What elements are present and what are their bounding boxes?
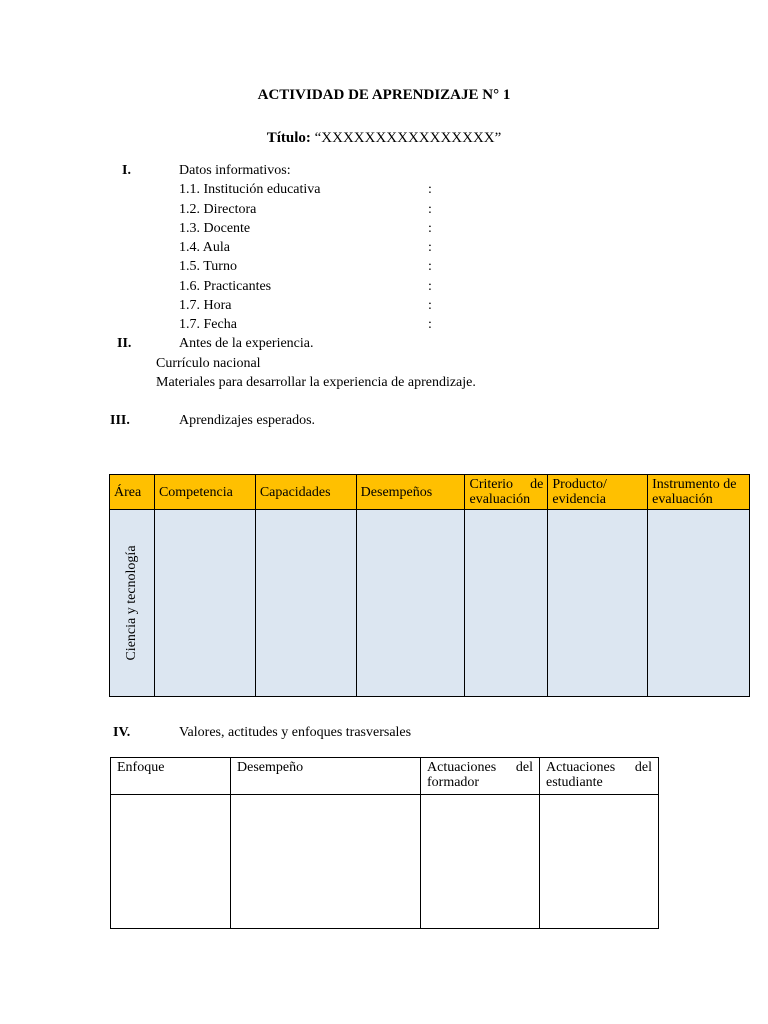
- enfoque-cell[interactable]: [111, 795, 231, 929]
- table-header-row: [111, 758, 659, 795]
- desempenos-cell[interactable]: [356, 510, 465, 697]
- info-colon: :: [428, 182, 432, 197]
- info-colon: :: [428, 279, 432, 294]
- section-1-number: I.: [122, 163, 131, 178]
- info-item-directora: 1.2. Directora: [179, 202, 257, 217]
- info-colon: :: [428, 298, 432, 313]
- competencia-cell[interactable]: [154, 510, 255, 697]
- area-cell: [110, 510, 155, 697]
- section-3-heading: Aprendizajes esperados.: [179, 413, 316, 428]
- producto-cell[interactable]: [548, 510, 648, 697]
- section-2-line-curriculo: Currículo nacional: [156, 356, 261, 371]
- info-item-hora: 1.7. Hora: [179, 298, 232, 313]
- criterio-cell[interactable]: [465, 510, 548, 697]
- info-item-turno: 1.5. Turno: [179, 259, 237, 274]
- subtitle-label: Título:: [266, 130, 311, 146]
- capacidades-cell[interactable]: [255, 510, 356, 697]
- table-row: [110, 510, 750, 697]
- info-colon: :: [428, 317, 432, 332]
- section-4-heading: Valores, actitudes y enfoques trasversales: [179, 725, 412, 740]
- info-colon: :: [428, 240, 432, 255]
- document-subtitle: [0, 130, 768, 147]
- info-item-aula: 1.4. Aula: [179, 240, 230, 255]
- subtitle-value: “XXXXXXXXXXXXXXXX”: [314, 130, 502, 146]
- instrumento-cell[interactable]: [648, 510, 750, 697]
- header-desempeno: Desempeño: [231, 758, 421, 795]
- section-3-number: III.: [110, 413, 130, 428]
- header-actuaciones-estudiante: Actuaciones del estudiante: [540, 758, 659, 795]
- formador-cell[interactable]: [421, 795, 540, 929]
- header-desempenos: Desempeños: [356, 475, 465, 510]
- header-producto: Producto/ evidencia: [548, 475, 648, 510]
- desempeno-cell[interactable]: [231, 795, 421, 929]
- info-colon: :: [428, 259, 432, 274]
- header-criterio: Criterio de evaluación: [465, 475, 548, 510]
- valores-table: [110, 757, 659, 929]
- header-competencia: Competencia: [154, 475, 255, 510]
- header-enfoque: Enfoque: [111, 758, 231, 795]
- estudiante-cell[interactable]: [540, 795, 659, 929]
- info-item-docente: 1.3. Docente: [179, 221, 251, 236]
- section-4-number: IV.: [113, 725, 131, 740]
- info-colon: :: [428, 221, 432, 236]
- section-2-number: II.: [117, 336, 132, 351]
- table-row: [111, 795, 659, 929]
- section-1-heading: Datos informativos:: [179, 163, 291, 178]
- header-actuaciones-formador: Actuaciones del formador: [421, 758, 540, 795]
- table-header-row: [110, 475, 750, 510]
- info-item-institucion: 1.1. Institución educativa: [179, 182, 321, 197]
- header-area: Área: [110, 475, 155, 510]
- document-title: ACTIVIDAD DE APRENDIZAJE N° 1: [257, 87, 511, 103]
- section-2-heading: Antes de la experiencia.: [179, 336, 314, 351]
- info-item-practicantes: 1.6. Practicantes: [179, 279, 272, 294]
- header-capacidades: Capacidades: [255, 475, 356, 510]
- section-2-line-materiales: Materiales para desarrollar la experiencia de aprendizaje.: [156, 375, 476, 390]
- area-label: Ciencia y tecnología: [123, 545, 139, 661]
- info-item-fecha: 1.7. Fecha: [179, 317, 237, 332]
- aprendizajes-table: [109, 474, 750, 697]
- info-colon: :: [428, 202, 432, 217]
- header-instrumento: Instrumento de evaluación: [648, 475, 750, 510]
